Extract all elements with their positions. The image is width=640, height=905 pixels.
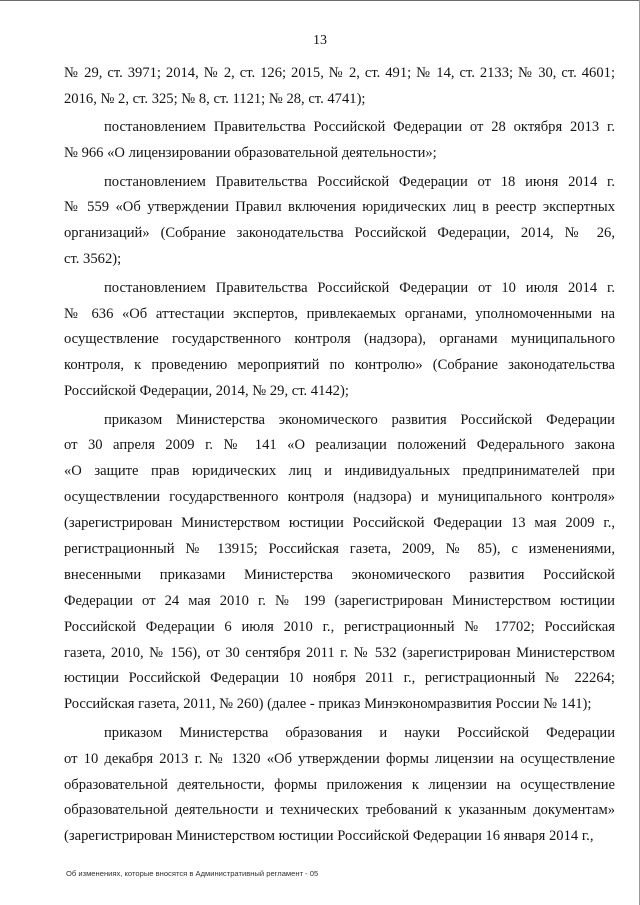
footer-note: Об изменениях, которые вносятся в Административный регламент - 05 [66, 869, 319, 878]
text-line: юстиции Российской Федерации 10 ноября 2011 г., регистрационный № 22264; [64, 670, 615, 687]
text-line: газета, 2010, № 156), от 30 сентября 2011 г. № 532 (зарегистрирован Министерством [64, 644, 615, 661]
text-line: осуществлении государственного контроля (надзора) и муниципального контроля» [64, 489, 615, 506]
text-line: постановлением Правительства Российской Федерации от 28 октября 2013 г. [104, 119, 615, 136]
text-line: образовательной деятельности, формы приложения к лицензии на осуществление [64, 776, 615, 793]
text-line: внесенными приказами Министерства экономического развития Российской [64, 566, 615, 583]
paragraph [64, 721, 615, 850]
text-line: (зарегистрирован Министерством юстиции Российской Федерации 13 мая 2009 г., [64, 515, 615, 532]
text-line: «О защите прав юридических лиц и индивидуальных предпринимателей при [64, 463, 615, 480]
document-body [64, 61, 615, 850]
text-line: Российской Федерации, 2014, № 29, ст. 4142); [64, 383, 349, 400]
text-line: приказом Министерства экономического развития Российской Федерации [104, 411, 615, 428]
text-line: от 10 декабря 2013 г. № 1320 «Об утверждении формы лицензии на осуществление [64, 750, 615, 767]
text-line: осуществление государственного контроля (надзора), органами муниципального [64, 331, 615, 348]
text-line: организаций» (Собрание законодательства Российской Федерации, 2014, № 26, [64, 225, 615, 242]
paragraph [64, 115, 615, 167]
text-line: от 30 апреля 2009 г. № 141 «О реализации положений Федерального закона [64, 437, 615, 454]
text-line: приказом Министерства образования и науки Российской Федерации [104, 724, 615, 741]
text-line: постановлением Правительства Российской Федерации от 18 июня 2014 г. [104, 173, 615, 190]
text-line: № 29, ст. 3971; 2014, № 2, ст. 126; 2015, № 2, ст. 491; № 14, ст. 2133; № 30, ст. 4601; [64, 65, 615, 81]
text-line: Российской Федерации 6 июля 2010 г., регистрационный № 17702; Российская [64, 618, 615, 635]
text-line: (зарегистрирован Министерством юстиции Российской Федерации 16 января 2014 г., [64, 828, 594, 845]
text-line: Российская газета, 2011, № 260) (далее - приказ Минэкономразвития России № 141); [64, 696, 592, 713]
text-line: № 966 «О лицензировании образовательной деятельности»; [64, 145, 437, 162]
paragraph [64, 170, 615, 274]
text-line: контроля, к проведению мероприятий по контролю» (Собрание законодательства [64, 357, 615, 374]
text-line: Федерации от 24 мая 2010 г. № 199 (зарегистрирован Министерством юстиции [64, 592, 615, 609]
text-line: постановлением Правительства Российской Федерации от 10 июля 2014 г. [104, 279, 615, 296]
paragraph [64, 61, 615, 113]
text-line: образовательной деятельности и технических требований к указанным документам» [64, 802, 615, 819]
text-line: № 636 «Об аттестации экспертов, привлекаемых органами, уполномоченными на [64, 305, 615, 322]
paragraph [64, 276, 615, 405]
text-line: регистрационный № 13915; Российская газета, 2009, № 85), с изменениями, [64, 541, 615, 558]
text-line: 2016, № 2, ст. 325; № 8, ст. 1121; № 28, ст. 4741); [64, 90, 366, 107]
text-line: ст. 3562); [64, 251, 122, 268]
top-scan-rule [0, 0, 640, 1]
text-line: № 559 «Об утверждении Правил включения юридических лиц в реестр экспертных [64, 199, 615, 216]
paragraph [64, 408, 615, 719]
page-number: 13 [313, 33, 327, 48]
